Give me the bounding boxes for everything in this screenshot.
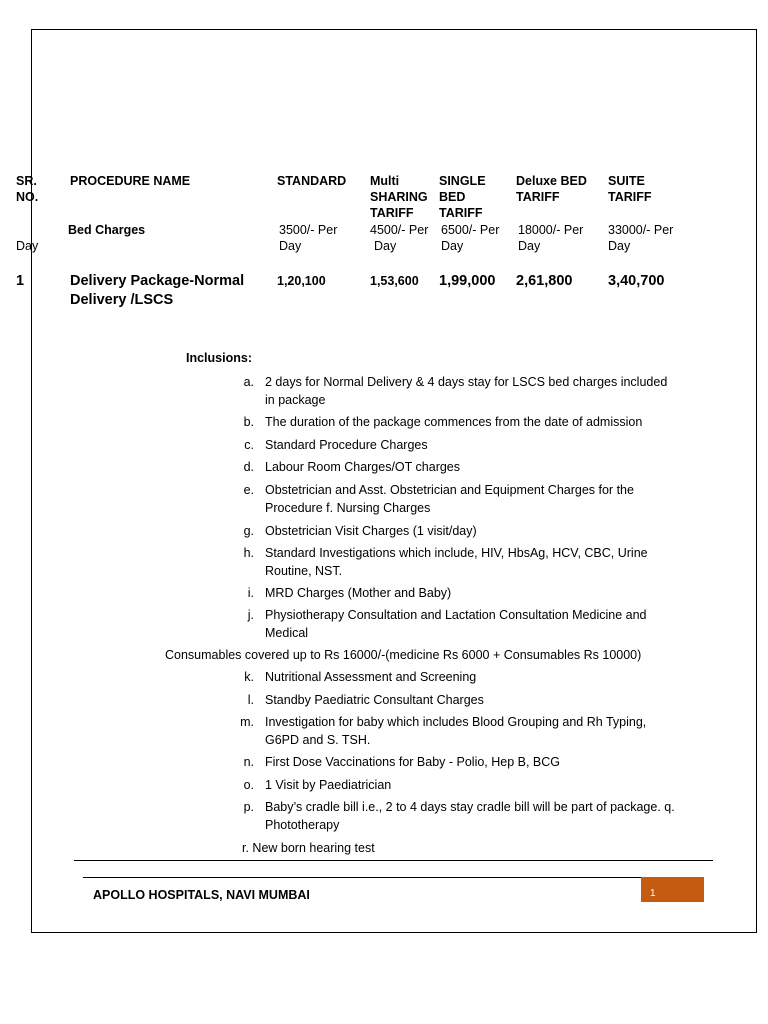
inclusion-letter: h. <box>243 546 254 560</box>
header-sr: SR. NO. <box>16 174 39 204</box>
inclusion-item: Standard Procedure Charges <box>265 438 428 452</box>
page-frame <box>31 29 757 933</box>
inclusion-letter: n. <box>243 755 254 769</box>
inclusion-letter: i. <box>247 586 254 600</box>
inclusion-item: Obstetrician Visit Charges (1 visit/day) <box>265 524 477 538</box>
inclusion-item-r: r. New born hearing test <box>242 841 375 855</box>
bed-charges-label: Bed Charges <box>68 223 146 237</box>
inclusion-letter: m. <box>240 715 254 729</box>
bed-charges-standard: 3500/- Per Day <box>279 223 338 253</box>
inclusion-letter: k. <box>244 670 254 684</box>
header-multi-sharing: Multi SHARING TARIFF <box>370 174 428 220</box>
inclusion-item: Standby Paediatric Consultant Charges <box>265 693 484 707</box>
inclusion-letter: c. <box>244 438 254 452</box>
row1-standard: 1,20,100 <box>277 274 326 288</box>
bed-charges-multi: 4500/- Per Day <box>370 223 429 253</box>
header-suite: SUITE TARIFF <box>608 174 652 204</box>
inclusion-item: 1 Visit by Paediatrician <box>265 778 392 792</box>
inclusion-item: MRD Charges (Mother and Baby) <box>265 586 452 600</box>
bed-charges-day-label: Day <box>16 239 39 253</box>
inclusion-letter: l. <box>247 693 254 707</box>
inclusion-letter: d. <box>243 460 254 474</box>
inclusion-item: Baby’s cradle bill i.e., 2 to 4 days stay cradle bill will be part of package. q. Phototherapy <box>265 800 675 832</box>
inclusion-item: The duration of the package commences from the date of admission <box>265 415 643 429</box>
inclusion-item: Standard Investigations which include, HIV, HbsAg, HCV, CBC, Urine Routine, NST. <box>265 546 648 578</box>
inclusion-letter: o. <box>243 778 254 792</box>
inclusion-letter: g. <box>243 524 254 538</box>
bed-charges-single: 6500/- Per Day <box>441 223 500 253</box>
row1-procedure-name: Delivery Package-Normal Delivery /LSCS <box>70 273 245 308</box>
inclusion-item: Physiotherapy Consultation and Lactation Consultation Medicine and Medical <box>265 608 647 640</box>
inclusion-item: Labour Room Charges/OT charges <box>265 460 461 474</box>
header-standard: STANDARD <box>277 174 347 188</box>
inclusions-title: Inclusions: <box>186 351 252 365</box>
row1-sr: 1 <box>16 273 25 289</box>
row1-multi: 1,53,600 <box>370 274 419 288</box>
footer-divider-top <box>74 860 713 861</box>
inclusion-item: 2 days for Normal Delivery & 4 days stay for LSCS bed charges included in package <box>265 375 668 407</box>
header-deluxe-bed: Deluxe BED TARIFF <box>516 174 587 204</box>
inclusion-letter: p. <box>243 800 254 814</box>
header-single-bed: SINGLE BED TARIFF <box>439 174 486 220</box>
inclusion-letter: e. <box>243 483 254 497</box>
row1-single: 1,99,000 <box>439 273 496 289</box>
header-procedure-name: PROCEDURE NAME <box>70 174 191 188</box>
inclusion-item: Obstetrician and Asst. Obstetrician and Equipment Charges for the Procedure f. Nursing Charges <box>265 483 634 515</box>
bed-charges-suite: 33000/- Per Day <box>608 223 674 253</box>
consumables-line: Consumables covered up to Rs 16000/-(medicine Rs 6000 + Consumables Rs 10000) <box>165 648 642 662</box>
footer-divider-bottom <box>83 877 643 878</box>
footer-hospital-name: APOLLO HOSPITALS, NAVI MUMBAI <box>93 888 310 902</box>
inclusion-letter: j. <box>247 608 254 622</box>
row1-suite: 3,40,700 <box>608 273 665 289</box>
inclusion-item: Investigation for baby which includes Blood Grouping and Rh Typing, G6PD and S. TSH. <box>265 715 647 747</box>
inclusion-letter: b. <box>243 415 254 429</box>
inclusion-item: First Dose Vaccinations for Baby - Polio, Hep B, BCG <box>265 755 561 769</box>
row1-deluxe: 2,61,800 <box>516 273 573 289</box>
page-number: 1 <box>650 888 656 899</box>
inclusion-letter: a. <box>243 375 254 389</box>
inclusion-item: Nutritional Assessment and Screening <box>265 670 477 684</box>
bed-charges-deluxe: 18000/- Per Day <box>518 223 584 253</box>
